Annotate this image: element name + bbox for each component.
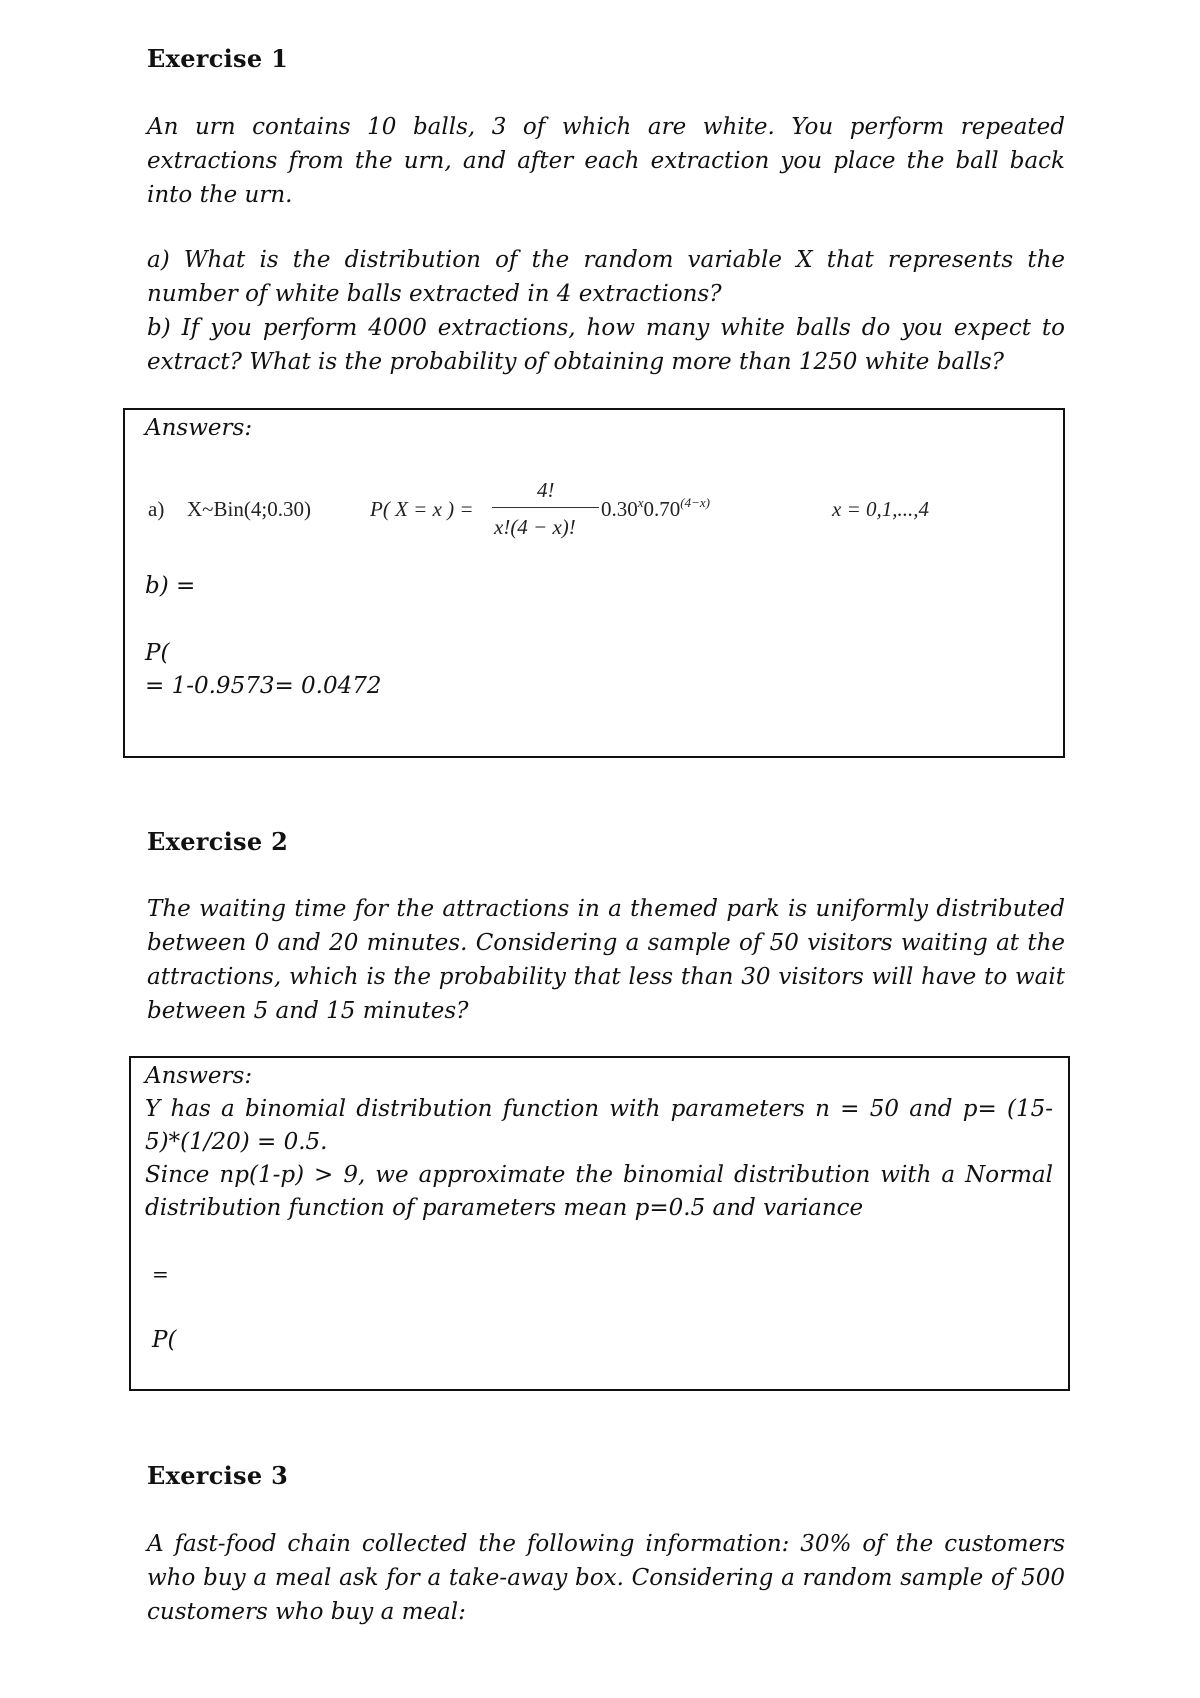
exercise-1-heading: Exercise 1 — [147, 44, 289, 73]
answer-b-label: b) = — [145, 573, 196, 599]
answer-line: Y has a binomial distribution function with parameters n = 50 and p= (15- — [145, 1096, 1053, 1122]
statement-line: between 0 and 20 minutes. Considering a sample of 50 visitors waiting at the — [147, 930, 1065, 956]
question-line: b) If you perform 4000 extractions, how many white balls do you expect to — [147, 315, 1065, 341]
fraction-bar — [492, 507, 599, 508]
statement-line: who buy a meal ask for a take-away box. Considering a random sample of 500 — [147, 1565, 1065, 1591]
exercise-3-statement — [147, 1527, 1065, 1629]
pmf-term — [601, 497, 710, 522]
exponent-4-minus-x: (4−x) — [680, 495, 710, 510]
statement-line: attractions, which is the probability that less than 30 visitors will have to wait — [147, 964, 1065, 990]
exercise-2-heading: Exercise 2 — [147, 827, 289, 856]
statement-line: An urn contains 10 balls, 3 of which are white. You perform repeated — [147, 114, 1065, 140]
exponent-x: x — [637, 495, 644, 510]
pmf-denominator: x!(4 − x)! — [494, 515, 576, 539]
statement-line: extractions from the urn, and after each extraction you place the ball back — [147, 148, 1065, 174]
answer-b-probability-label: P( — [145, 640, 170, 666]
answer-line: Since np(1-p) > 9, we approximate the binomial distribution with a Normal — [145, 1162, 1053, 1188]
equals-sign: = — [152, 1262, 169, 1286]
statement-line: The waiting time for the attractions in a themed park is uniformly distributed — [147, 896, 1065, 922]
exercise-1-questions — [147, 243, 1065, 379]
question-line: number of white balls extracted in 4 extractions? — [147, 281, 722, 307]
statement-line: A fast-food chain collected the following information: 30% of the customers — [147, 1531, 1065, 1557]
question-line: extract? What is the probability of obtaining more than 1250 white balls? — [147, 349, 1004, 375]
exercise-1-statement — [147, 110, 1065, 212]
answers-label: Answers: — [145, 1063, 253, 1089]
answer-line: 5)*(1/20) = 0.5. — [145, 1129, 328, 1155]
exercise-1-answer-box — [123, 408, 1065, 758]
statement-line: between 5 and 15 minutes? — [147, 998, 469, 1024]
answer-a-label: a) — [148, 497, 165, 521]
exercise-2-statement — [147, 892, 1065, 1028]
statement-line: into the urn. — [147, 182, 293, 208]
answer-b-result: = 1-0.9573= 0.0472 — [145, 673, 382, 699]
pmf-numerator: 4! — [537, 478, 555, 502]
answer-line: distribution function of parameters mean p=0.5 and variance — [145, 1195, 864, 1221]
question-line: a) What is the distribution of the random variable X that represents the — [147, 247, 1065, 273]
statement-line: customers who buy a meal: — [147, 1599, 466, 1625]
answer-a-distribution: X~Bin(4;0.30) — [187, 497, 311, 521]
answers-label: Answers: — [145, 415, 253, 441]
q-value: 0.70 — [643, 497, 681, 521]
p-value: 0.30 — [601, 497, 638, 521]
exercise-3-heading: Exercise 3 — [147, 1461, 289, 1490]
probability-label: P( — [152, 1327, 177, 1353]
support-range: x = 0,1,...,4 — [832, 497, 929, 521]
pmf-lhs: P( X = x ) = — [370, 497, 474, 521]
exercise-2-answer-text — [145, 1093, 1053, 1225]
